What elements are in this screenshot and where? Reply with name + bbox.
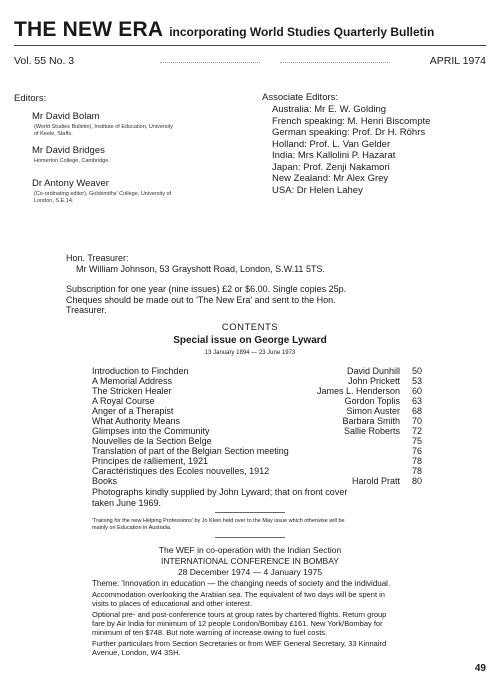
dotted-divider <box>280 62 390 63</box>
conference-intro: The WEF in co-operation with the Indian Section <box>158 545 342 555</box>
associate-editor: India: Mrs Kallolini P. Hazarat <box>272 150 396 161</box>
page-number: 49 <box>474 663 486 674</box>
article-page: 60 <box>412 386 423 396</box>
article-author: Gordon Toplis <box>344 396 400 406</box>
article-page: 78 <box>412 456 423 466</box>
masthead <box>14 18 434 42</box>
section-divider <box>215 512 285 513</box>
article-author: Barbara Smith <box>342 416 400 426</box>
article-page: 75 <box>412 436 423 446</box>
article-title: A Royal Course <box>92 396 155 406</box>
treasurer-address: Mr William Johnson, 53 Grayshott Road, London, S.W.11 5TS. <box>76 264 325 274</box>
associate-editor: Australia: Mr E. W. Golding <box>272 104 387 115</box>
article-page: 72 <box>412 426 423 436</box>
associate-editors-heading: Associate Editors: <box>262 92 339 103</box>
article-title: Glimpses into the Community <box>92 426 210 436</box>
issue-date: APRIL 1974 <box>429 55 486 67</box>
masthead-rule <box>14 45 486 46</box>
editor-name: Mr David Bridges <box>32 145 105 156</box>
conference-contact: Further particulars from Section Secretaries or from WEF General Secretary, 33 Kinnaird Avenue, London, W4 3SH. <box>92 639 387 657</box>
article-author: Harold Pratt <box>351 476 400 486</box>
volume-number: Vol. 55 No. 3 <box>14 55 75 67</box>
article-page: 50 <box>412 366 423 376</box>
contents-row <box>92 386 432 396</box>
editor-affiliation: (World Studies Bulletin), Institute of Education, University of Keele, Staffs. <box>34 124 173 137</box>
treasurer-heading: Hon. Treasurer: <box>66 253 129 263</box>
article-title: Introduction to Finchden <box>92 366 189 376</box>
article-title: Principes de ralliement, 1921 <box>92 456 209 466</box>
associate-editor: French speaking: M. Henri Biscompte <box>272 115 431 127</box>
article-title: A Memorial Address <box>92 376 173 386</box>
article-title: Books <box>92 476 118 486</box>
article-title: Caractéristiques des Ecoles nouvelles, 1912 <box>92 466 270 476</box>
article-author: John Prickett <box>347 376 400 386</box>
article-author: Sallie Roberts <box>343 426 400 436</box>
article-page: 70 <box>412 416 423 426</box>
associate-editor: German speaking: Prof. Dr H. Röhrs <box>272 127 426 138</box>
associate-editor: USA: Dr Helen Lahey <box>272 184 363 196</box>
associate-editors-list <box>272 104 430 196</box>
contents-row <box>92 466 432 476</box>
article-title: What Authority Means <box>92 416 181 426</box>
article-author: James L. Henderson <box>316 386 400 396</box>
article-page: 63 <box>412 396 423 406</box>
article-title: Anger of a Therapist <box>92 406 174 416</box>
editor-name: Mr David Bolam <box>32 111 100 122</box>
article-page: 76 <box>412 446 423 456</box>
editors-heading: Editors: <box>14 93 47 104</box>
conference-dates: 28 December 1974 — 4 January 1975 <box>177 567 323 577</box>
journal-subtitle: incorporating World Studies Quarterly Bulletin <box>169 25 435 39</box>
article-author: David Dunhill <box>346 366 400 376</box>
conference-title: INTERNATIONAL CONFERENCE IN BOMBAY <box>161 556 339 566</box>
associate-editor: Japan: Prof. Zenji Nakamori <box>272 161 390 173</box>
contents-row <box>92 376 432 386</box>
contents-row <box>92 456 432 466</box>
journal-title: THE NEW ERA <box>14 18 164 41</box>
subscription-text: Subscription for one year (nine issues) £2 or $6.00. Single copies 25p. Cheques should be made out to 'The New Era' and sent to the Hon. Treasurer. <box>66 284 347 315</box>
lifespan-dates: 13 January 1894 — 23 June 1973 <box>204 350 296 356</box>
article-author: Simon Auster <box>346 406 400 416</box>
contents-row <box>92 426 432 436</box>
contents-row <box>92 406 432 416</box>
article-page: 80 <box>412 476 423 486</box>
held-over-note: 'Training for the new Helping Professions' by Jo Klein held over to the May issue which otherwise will be mainly on Education in Australia. <box>92 518 345 531</box>
editor-affiliation: Homerton College, Cambridge. <box>34 158 110 164</box>
contents-row <box>92 436 432 446</box>
photo-credit: Photographs kindly supplied by John Lyward; that on front cover taken June 1969. <box>92 487 348 508</box>
article-page: 78 <box>412 466 423 476</box>
contents-heading: CONTENTS <box>221 322 279 333</box>
article-page: 68 <box>412 406 423 416</box>
conference-tours: Optional pre- and post-conference tours at group rates by chartered flights. Return group fare by Air India for minimum of 12 people London/Bombay £161. New York/Bombay for minimum of ten $748. But note warning of increase owing to fuel costs. <box>92 610 387 637</box>
article-title: Translation of part of the Belgian Section meeting <box>92 446 289 456</box>
editor-affiliation: (Co-ordinating editor), Goldsmiths' College, University of London, S.E.14. <box>34 191 172 204</box>
section-divider <box>215 537 285 538</box>
dotted-divider <box>160 62 260 63</box>
article-title: Nouvelles de la Section Belge <box>92 436 212 446</box>
contents-row <box>92 416 432 426</box>
associate-editor: Holland: Prof. L. Van Gelder <box>272 138 391 150</box>
associate-editor: New Zealand: Mr Alex Grey <box>272 173 389 184</box>
editor-name: Dr Antony Weaver <box>32 178 109 189</box>
conference-accommodation: Accommodation overlooking the Arabian sea. The equivalent of two days will be spent in visits to places of educational and other interest. <box>92 590 385 608</box>
special-issue-title: Special issue on George Lyward <box>173 335 327 346</box>
contents-row <box>92 366 432 376</box>
article-title: The Stricken Healer <box>92 386 172 396</box>
conference-theme: Theme: 'Innovation in education — the changing needs of society and the individual. <box>92 579 391 588</box>
contents-row <box>92 396 432 406</box>
contents-row <box>92 476 432 486</box>
article-page: 53 <box>412 376 423 386</box>
contents-row <box>92 446 432 456</box>
